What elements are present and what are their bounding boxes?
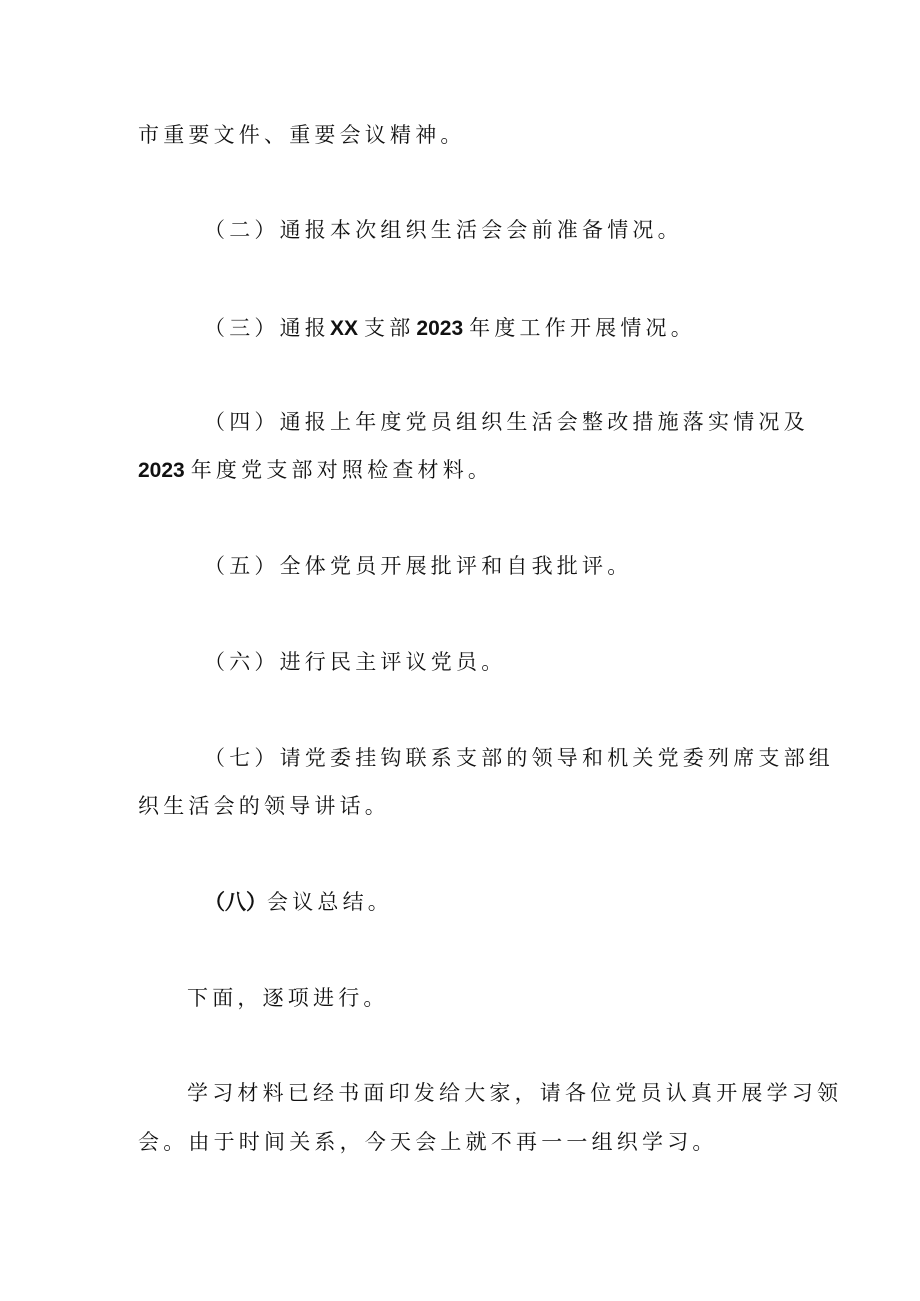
agenda-item-5 bbox=[204, 551, 632, 581]
continuation-text: 市重要文件、重要会议精神。 bbox=[138, 123, 466, 147]
agenda-item-3-suffix: 年度工作开展情况。 bbox=[469, 316, 696, 340]
agenda-item-2 bbox=[204, 215, 683, 245]
transition-text: 下面，逐项进行。 bbox=[187, 986, 389, 1010]
agenda-item-7-line-1 bbox=[204, 743, 834, 773]
agenda-item-4-line-1 bbox=[204, 407, 809, 437]
branch-placeholder: XX bbox=[330, 317, 359, 340]
year-number: 2023 bbox=[416, 317, 464, 340]
agenda-item-8-label: （八） bbox=[204, 889, 267, 914]
agenda-item-3-prefix: （三）通报 bbox=[204, 316, 330, 340]
agenda-item-7-text-b: 织生活会的领导讲话。 bbox=[138, 794, 390, 818]
agenda-item-3-mid: 支部 bbox=[364, 316, 415, 340]
transition-paragraph bbox=[187, 983, 389, 1013]
agenda-item-4-text-b: 年度党支部对照检查材料。 bbox=[190, 458, 494, 482]
agenda-item-8-text: 会议总结。 bbox=[267, 890, 393, 914]
study-paragraph-line-1 bbox=[187, 1078, 842, 1108]
agenda-item-2-text: （二）通报本次组织生活会会前准备情况。 bbox=[204, 218, 683, 242]
agenda-item-6-text: （六）进行民主评议党员。 bbox=[204, 650, 507, 674]
study-paragraph-line-2 bbox=[138, 1127, 718, 1157]
continuation-line bbox=[138, 120, 466, 150]
agenda-item-4-line-2 bbox=[138, 455, 493, 486]
year-number: 2023 bbox=[138, 459, 185, 482]
agenda-item-5-text: （五）全体党员开展批评和自我批评。 bbox=[204, 554, 633, 578]
study-text-b: 会。由于时间关系，今天会上就不再一一组织学习。 bbox=[138, 1130, 718, 1154]
agenda-item-6 bbox=[204, 647, 506, 677]
agenda-item-3 bbox=[204, 313, 696, 344]
agenda-item-7-line-2 bbox=[138, 791, 390, 821]
agenda-item-7-text-a: （七）请党委挂钩联系支部的领导和机关党委列席支部组 bbox=[204, 746, 834, 770]
agenda-item-4-text-a: （四）通报上年度党员组织生活会整改措施落实情况及 bbox=[204, 410, 809, 434]
agenda-item-8 bbox=[204, 887, 393, 917]
study-text-a: 学习材料已经书面印发给大家，请各位党员认真开展学习领 bbox=[187, 1081, 843, 1105]
